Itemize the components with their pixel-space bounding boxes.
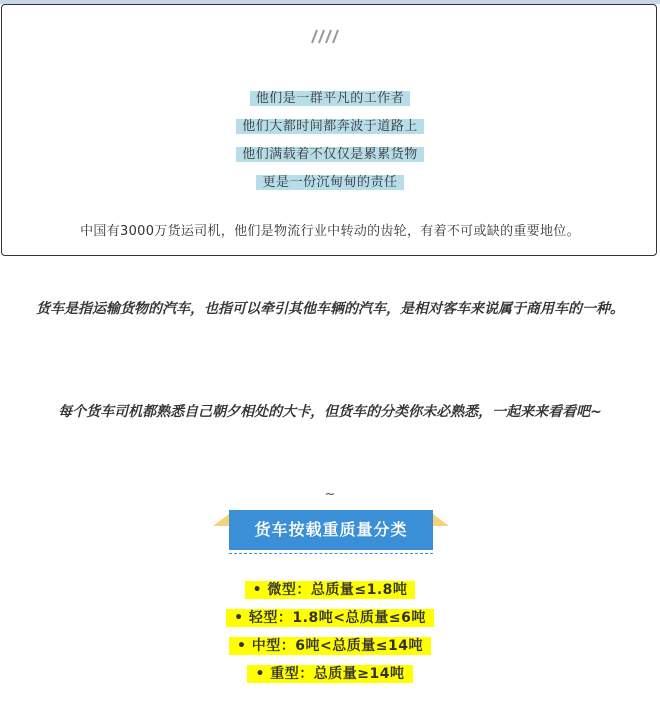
truck-definition-paragraph: 货车是指运输货物的汽车，也指可以牵引其他车辆的汽车，是相对客车来说属于商用车的一种。 <box>36 301 624 317</box>
classification-intro-paragraph: 每个货车司机都熟悉自己朝夕相处的大卡，但货车的分类你未必熟悉，一起来来看看吧~ <box>58 404 602 420</box>
poem-line: 更是一份沉甸甸的责任 <box>2 173 658 193</box>
poem-line: 他们大都时间都奔波于道路上 <box>2 117 658 137</box>
banner-underline <box>229 553 433 554</box>
banner-ear-left <box>213 514 229 526</box>
list-item: • 轻型：1.8吨<总质量≤6吨 <box>0 606 660 634</box>
tilde-divider: ~ <box>324 487 336 502</box>
poem <box>2 89 658 201</box>
intro-sentence: 中国有3000万货运司机，他们是物流行业中转动的齿轮，有着不可或缺的重要地位。 <box>80 224 580 239</box>
classification-list <box>0 578 660 690</box>
list-item: • 重型：总质量≥14吨 <box>0 662 660 690</box>
poem-line: 他们是一群平凡的工作者 <box>2 89 658 109</box>
slash-lines-icon <box>306 28 342 44</box>
banner-ear-right <box>433 514 449 526</box>
intro-card <box>1 4 657 256</box>
list-item: • 中型：6吨<总质量≤14吨 <box>0 634 660 662</box>
section-title: 货车按载重质量分类 <box>229 510 433 550</box>
list-item: • 微型：总质量≤1.8吨 <box>0 578 660 606</box>
poem-line: 他们满载着不仅仅是累累货物 <box>2 145 658 165</box>
section-banner <box>213 510 449 558</box>
